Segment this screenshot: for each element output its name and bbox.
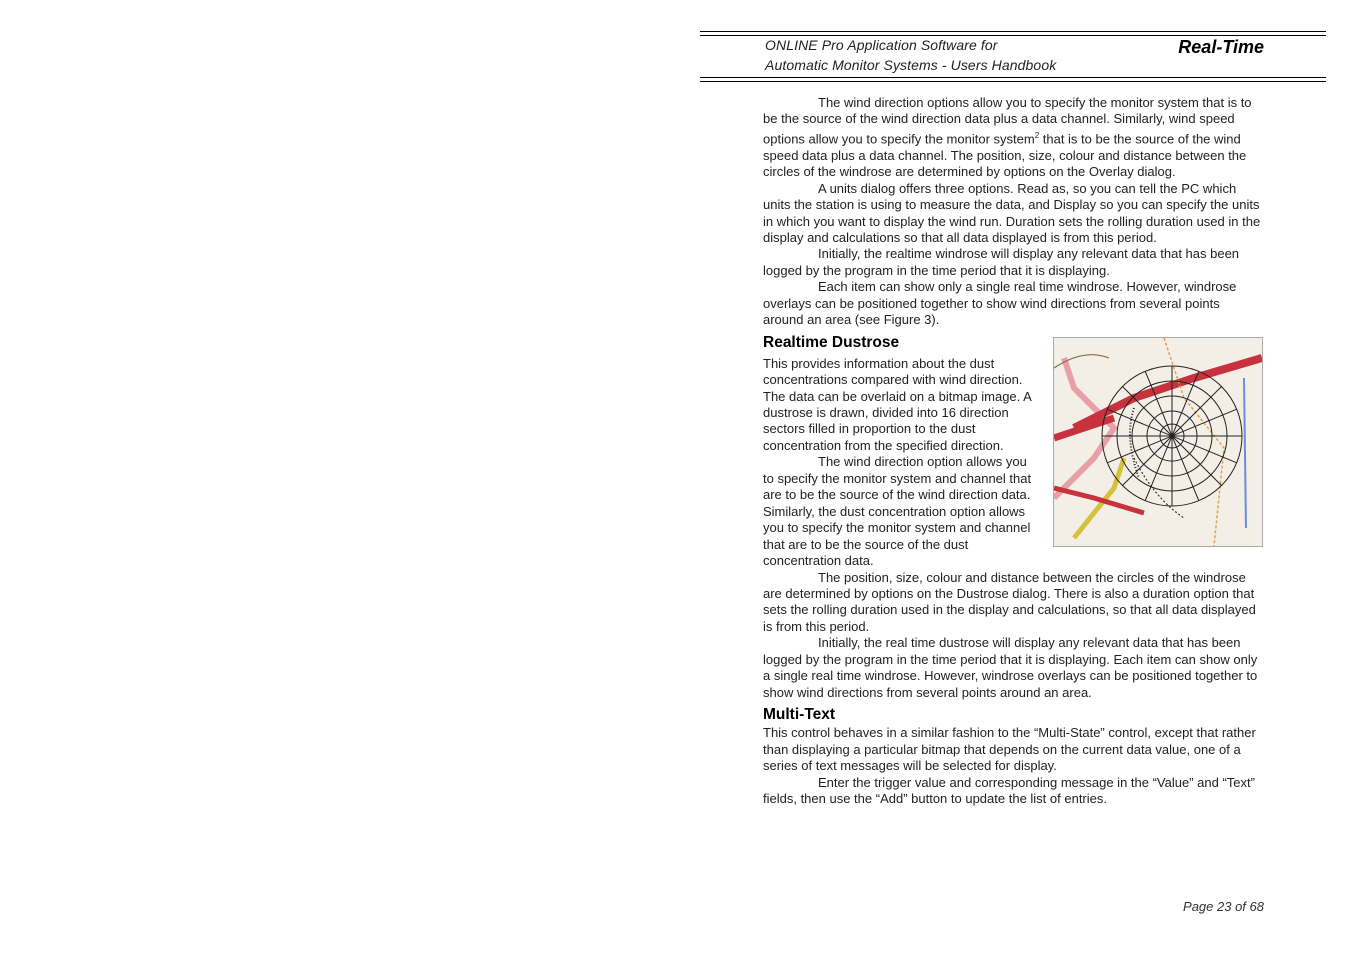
intro-paragraph-4: Each item can show only a single real time windrose. However, windrose overlays can be positioned together to show wind directions from several points around an area (see Figure 3). <box>763 279 1237 328</box>
dustrose-paragraph-4: Initially, the real time dustrose will display any relevant data that has been logged by the program in the time period that it is displaying. Each item can show only a single real time windrose. However, windrose overlays can be positioned together to show wind directions from several points around an area. <box>763 635 1258 700</box>
section-title: Real-Time <box>1178 37 1264 57</box>
intro-paragraph-2: A units dialog offers three options. Read as, so you can tell the PC which units the station is using to measure the data, and Display so you can specify the units in which you want to display the wind run. Duration sets the rolling duration used in the display and calculations so that all data displayed is from this period. <box>763 180 1261 245</box>
dustrose-paragraph-1: This provides information about the dust concentrations compared with wind direction. The data can be overlaid on a bitmap image. A dustrose is drawn, divided into 16 direction sectors filled in proportion to the dust concentration from the specified direction. <box>763 355 1032 453</box>
page-number: Page 23 of 68 <box>1183 899 1264 914</box>
intro-paragraph-1: The wind direction options allow you to specify the monitor system that is to be the source of the wind direction data plus a data channel. Similarly, wind speed options allow you to specify the monitor system$^2$ that is to be the source of the wind speed data plus a data channel. The position, size, colour and distance between the circles of the windrose are determined by options on the Overlay dialog. <box>763 95 1252 180</box>
dustrose-map-figure <box>1053 337 1263 547</box>
dustrose-paragraph-3: The position, size, colour and distance between the circles of the windrose are determined by options on the Dustrose dialog. There is also a duration option that sets the rolling duration used in the display and calculations, so that all data displayed is from this period. <box>763 569 1256 634</box>
header-rule-top-2 <box>700 35 1326 36</box>
header-line-2: Automatic Monitor Systems - Users Handbook <box>765 57 1057 73</box>
dustrose-map-image <box>1054 338 1262 546</box>
dustrose-heading: Realtime Dustrose <box>763 333 900 351</box>
header-rule-top <box>700 31 1326 32</box>
multitext-paragraph-2: Enter the trigger value and corresponding message in the “Value” and “Text” fields, then use the “Add” button to update the list of entries. <box>763 774 1255 806</box>
header-rule-bottom <box>700 77 1326 78</box>
header-rule-bottom-2 <box>700 81 1326 82</box>
intro-paragraph-3: Initially, the realtime windrose will display any relevant data that has been logged by the program in the time period that it is displaying. <box>763 246 1240 278</box>
page-body <box>763 95 1263 807</box>
header-line-1: ONLINE Pro Application Software for <box>765 37 998 53</box>
dustrose-paragraph-2: The wind direction option allows you to specify the monitor system and channel that are to be the source of the wind direction data. Similarly, the dust concentration option allows you to specify the monitor system and channel that are to be the source of the dust concentration data. <box>763 454 1032 569</box>
multitext-heading: Multi-Text <box>763 706 836 724</box>
multitext-paragraph-1: This control behaves in a similar fashion to the “Multi-State” control, except that rather than displaying a particular bitmap that depends on the current data value, one of a series of text messages will be selected for display. <box>763 725 1256 774</box>
